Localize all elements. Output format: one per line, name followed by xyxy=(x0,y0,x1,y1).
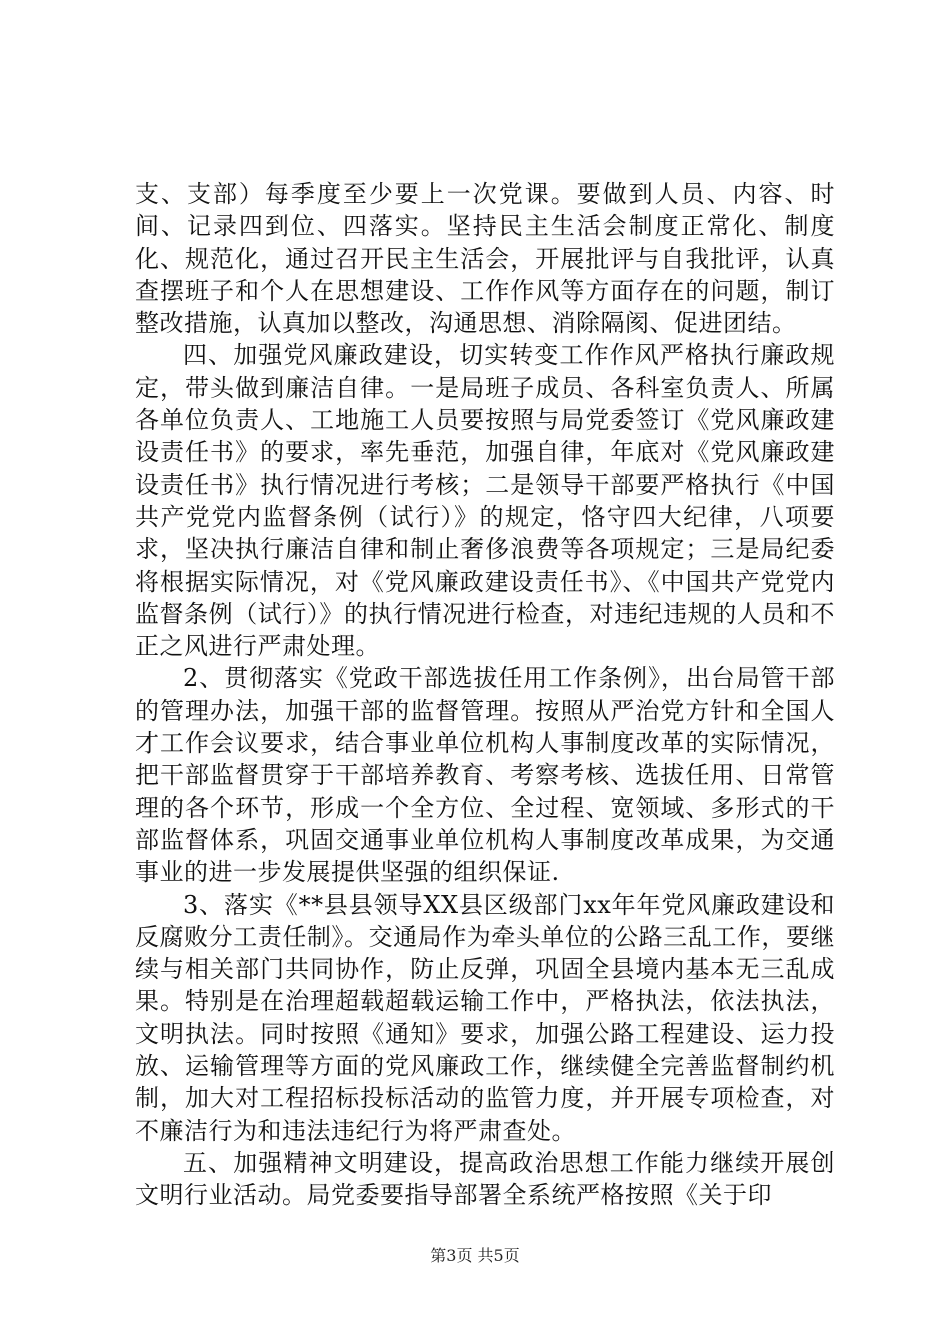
paragraph-anti-corruption: 3、落实《**县县领导XX县区级部门xx年年党风廉政建设和反腐败分工责任制》。交通局作为牵头单位的公路三乱工作，要继续与相关部门共同协作，防止反弹，巩固全县境内基本无三乱成果。特别是在治理超载超载运输工作中，严格执法，依法执法，文明执法。同时按照《通知》要求，加强公路工程建设、运力投放、运输管理等方面的党风廉政工作，继续健全完善监督制约机制，加大对工程招标投标活动的监管力度，并开展专项检查，对不廉洁行为和违法违纪行为将严肃查处。 xyxy=(135,890,835,1145)
paragraph-party-lecture: 支、支部）每季度至少要上一次党课。要做到人员、内容、时间、记录四到位、四落实。坚持民主生活会制度正常化、制度化、规范化，通过召开民主生活会，开展批评与自我批评，认真查摆班子和个人在思想建设、工作作风等方面存在的问题，制订整改措施，认真加以整改，沟通思想、消除隔阂、促进团结。 xyxy=(135,180,835,338)
document-body xyxy=(135,178,835,1212)
paragraph-party-conduct: 四、加强党风廉政建设，切实转变工作作风严格执行廉政规定，带头做到廉洁自律。一是局班子成员、各科室负责人、所属各单位负责人、工地施工人员要按照与局党委签订《党风廉政建设责任书》的要求，率先垂范，加强自律，年底对《党风廉政建设责任书》执行情况进行考核；二是领导干部要严格执行《中国共产党党内监督条例（试行）》的规定，恪守四大纪律，八项要求，坚决执行廉洁自律和制止奢侈浪费等各项规定；三是局纪委将根据实际情况，对《党风廉政建设责任书》、《中国共产党党内监督条例（试行）》的执行情况进行检查，对违纪违规的人员和不正之风进行严肃处理。 xyxy=(135,341,835,661)
paragraph-civilization: 五、加强精神文明建设，提高政治思想工作能力继续开展创文明行业活动。局党委要指导部署全系统严格按照《关于印 xyxy=(135,1148,835,1210)
paragraph-cadre-selection: 2、贯彻落实《党政干部选拔任用工作条例》，出台局管干部的管理办法，加强干部的监督管理。按照从严治党方针和全国人才工作会议要求，结合事业单位机构人事制度改革的实际情况，把干部监督贯穿于干部培养教育、考察考核、选拔任用、日常管理的各个环节，形成一个全方位、全过程、宽领域、多形式的干部监督体系，巩固交通事业单位机构人事制度改革成果，为交通事业的进一步发展提供坚强的组织保证. xyxy=(135,664,835,887)
page-footer: 第3页 共5页 xyxy=(430,1246,520,1265)
